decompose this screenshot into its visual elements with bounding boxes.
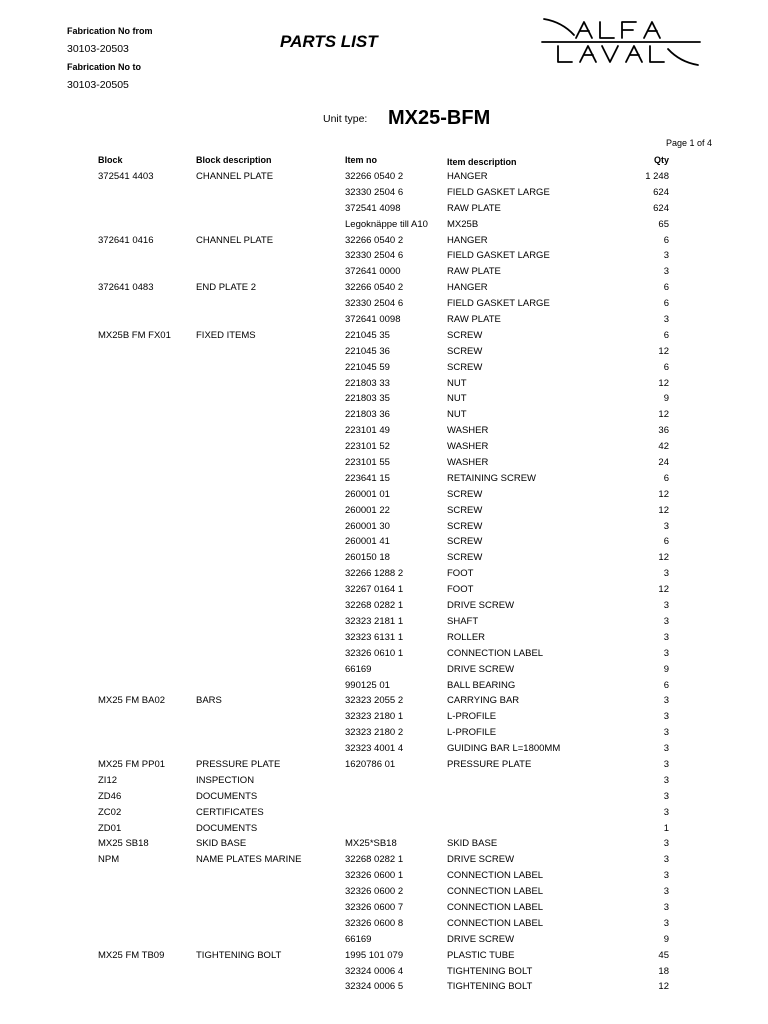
- page-title: PARTS LIST: [280, 32, 378, 51]
- table-row: [0, 550, 768, 566]
- qty-cell: 3: [663, 838, 669, 850]
- item-description-cell: WASHER: [447, 441, 489, 453]
- item-description-cell: TIGHTENING BOLT: [447, 965, 533, 977]
- table-row: [0, 821, 768, 837]
- item-no-cell: 32323 2055 2: [345, 695, 404, 707]
- block-description-cell: DOCUMENTS: [196, 822, 258, 834]
- item-no-cell: 260001 22: [345, 504, 390, 516]
- item-description-cell: WASHER: [447, 425, 489, 437]
- item-description-cell: PRESSURE PLATE: [447, 758, 532, 770]
- item-no-cell: 223641 15: [345, 472, 390, 484]
- block-description-cell: DOCUMENTS: [196, 790, 258, 802]
- qty-cell: 3: [663, 901, 669, 913]
- table-row: [0, 455, 768, 471]
- block-cell: 372641 0416: [98, 234, 154, 246]
- block-description-cell: PRESSURE PLATE: [196, 758, 281, 770]
- item-description-cell: L-PROFILE: [447, 727, 497, 739]
- qty-cell: 12: [658, 377, 669, 389]
- table-row: [0, 693, 768, 709]
- table-row: [0, 233, 768, 249]
- table-row: [0, 678, 768, 694]
- block-cell: ZD01: [98, 822, 122, 834]
- item-no-cell: 32267 0164 1: [345, 584, 404, 596]
- block-description-cell: FIXED ITEMS: [196, 329, 256, 341]
- item-description-cell: SCREW: [447, 504, 483, 516]
- block-description-cell: BARS: [196, 695, 222, 707]
- item-no-cell: 223101 55: [345, 457, 390, 469]
- item-description-cell: CONNECTION LABEL: [447, 870, 544, 882]
- table-row: [0, 360, 768, 376]
- item-description-cell: FIELD GASKET LARGE: [447, 186, 550, 198]
- qty-cell: 12: [658, 488, 669, 500]
- item-description-cell: PLASTIC TUBE: [447, 949, 515, 961]
- block-description-cell: TIGHTENING BOLT: [196, 949, 282, 961]
- item-no-cell: 221045 35: [345, 329, 390, 341]
- qty-cell: 24: [658, 457, 669, 469]
- item-description-cell: RAW PLATE: [447, 266, 501, 278]
- item-no-cell: 32323 2180 2: [345, 727, 404, 739]
- table-row: [0, 789, 768, 805]
- table-row: [0, 248, 768, 264]
- table-row: [0, 296, 768, 312]
- block-description-cell: CERTIFICATES: [196, 806, 264, 818]
- qty-cell: 624: [653, 202, 669, 214]
- fabrication-from-value: 30103-20503: [67, 43, 129, 55]
- item-no-cell: 32266 0540 2: [345, 282, 404, 294]
- table-row: [0, 900, 768, 916]
- table-row: [0, 503, 768, 519]
- item-no-cell: 260001 30: [345, 520, 390, 532]
- table-row: [0, 201, 768, 217]
- qty-cell: 3: [663, 790, 669, 802]
- item-no-cell: 32330 2504 6: [345, 250, 404, 262]
- item-description-cell: SCREW: [447, 361, 483, 373]
- qty-cell: 3: [663, 695, 669, 707]
- item-description-cell: RAW PLATE: [447, 202, 501, 214]
- qty-cell: 3: [663, 520, 669, 532]
- item-description-cell: NUT: [447, 409, 467, 421]
- qty-cell: 6: [663, 536, 669, 548]
- item-no-cell: 223101 49: [345, 425, 390, 437]
- table-row: [0, 391, 768, 407]
- fabrication-to-label: Fabrication No to: [67, 62, 141, 72]
- table-row: [0, 423, 768, 439]
- item-description-cell: HANGER: [447, 171, 488, 182]
- table-row: [0, 439, 768, 455]
- item-description-cell: RETAINING SCREW: [447, 472, 537, 484]
- qty-cell: 36: [658, 425, 669, 437]
- block-cell: ZD46: [98, 790, 122, 802]
- item-no-cell: 221803 36: [345, 409, 390, 421]
- qty-cell: 3: [663, 250, 669, 262]
- item-description-cell: ROLLER: [447, 631, 486, 643]
- qty-cell: 3: [663, 600, 669, 612]
- item-no-cell: 32326 0600 1: [345, 870, 404, 882]
- item-no-cell: 372641 0000: [345, 266, 401, 278]
- item-no-cell: 260001 01: [345, 488, 390, 500]
- unit-type-label: Unit type:: [323, 113, 368, 125]
- table-row: [0, 169, 768, 185]
- item-description-cell: CONNECTION LABEL: [447, 886, 544, 898]
- page-number: Page 1 of 4: [665, 138, 712, 148]
- item-no-cell: 221045 36: [345, 345, 390, 357]
- qty-cell: 3: [663, 774, 669, 786]
- table-row: [0, 598, 768, 614]
- item-description-cell: DRIVE SCREW: [447, 933, 515, 945]
- table-row: [0, 932, 768, 948]
- fabrication-from-label: Fabrication No from: [67, 26, 153, 36]
- item-description-cell: L-PROFILE: [447, 711, 497, 723]
- qty-cell: 3: [663, 917, 669, 929]
- table-row: [0, 948, 768, 964]
- qty-cell: 3: [663, 886, 669, 898]
- table-row: [0, 264, 768, 280]
- qty-cell: 3: [663, 870, 669, 882]
- block-cell: NPM: [98, 854, 120, 866]
- qty-cell: 3: [663, 631, 669, 643]
- item-no-cell: 32324 0006 4: [345, 965, 404, 977]
- qty-cell: 1 248: [645, 171, 669, 182]
- item-description-cell: BALL BEARING: [447, 679, 516, 691]
- item-description-cell: NUT: [447, 393, 467, 405]
- qty-cell: 9: [663, 933, 669, 945]
- qty-cell: 12: [658, 584, 669, 596]
- qty-cell: 12: [658, 345, 669, 357]
- table-row: [0, 709, 768, 725]
- item-no-cell: MX25*SB18: [345, 838, 397, 850]
- item-description-cell: FIELD GASKET LARGE: [447, 250, 550, 262]
- block-description-cell: CHANNEL PLATE: [196, 171, 274, 182]
- qty-cell: 3: [663, 647, 669, 659]
- item-description-cell: SCREW: [447, 536, 483, 548]
- table-row: [0, 852, 768, 868]
- table-row: [0, 773, 768, 789]
- item-description-cell: NUT: [447, 377, 467, 389]
- item-no-cell: 32326 0600 7: [345, 901, 404, 913]
- item-no-cell: 221803 33: [345, 377, 390, 389]
- item-no-cell: 221803 35: [345, 393, 390, 405]
- qty-cell: 3: [663, 711, 669, 723]
- item-description-cell: CONNECTION LABEL: [447, 901, 544, 913]
- block-description-cell: SKID BASE: [196, 838, 247, 850]
- item-no-cell: 32330 2504 6: [345, 186, 404, 198]
- table-row: [0, 662, 768, 678]
- table-row: [0, 280, 768, 296]
- item-no-cell: 32326 0610 1: [345, 647, 404, 659]
- block-cell: ZI12: [98, 774, 118, 786]
- item-no-cell: 1620786 01: [345, 758, 396, 770]
- table-row: [0, 566, 768, 582]
- table-row: [0, 217, 768, 233]
- qty-cell: 9: [663, 663, 669, 675]
- qty-cell: 3: [663, 314, 669, 326]
- item-no-cell: 372641 0098: [345, 314, 401, 326]
- block-cell: MX25 FM PP01: [98, 758, 166, 770]
- item-no-cell: 32266 0540 2: [345, 234, 404, 246]
- item-no-cell: 32326 0600 2: [345, 886, 404, 898]
- qty-cell: 3: [663, 758, 669, 770]
- table-row: [0, 868, 768, 884]
- item-no-cell: 32326 0600 8: [345, 917, 404, 929]
- table-row: [0, 836, 768, 852]
- qty-cell: 6: [663, 679, 669, 691]
- qty-cell: 6: [663, 298, 669, 310]
- item-no-cell: 32266 1288 2: [345, 568, 404, 580]
- item-description-cell: DRIVE SCREW: [447, 854, 515, 866]
- fabrication-to-value: 30103-20505: [67, 79, 129, 91]
- qty-cell: 6: [663, 472, 669, 484]
- qty-cell: 624: [653, 186, 669, 198]
- qty-cell: 3: [663, 743, 669, 755]
- parts-table: [0, 169, 768, 995]
- item-description-cell: CONNECTION LABEL: [447, 647, 544, 659]
- block-cell: MX25 FM TB09: [98, 949, 165, 961]
- table-row: [0, 916, 768, 932]
- qty-cell: 12: [658, 409, 669, 421]
- item-no-cell: 372541 4098: [345, 202, 401, 214]
- qty-cell: 12: [658, 504, 669, 516]
- table-row: [0, 344, 768, 360]
- item-no-cell: 32330 2504 6: [345, 298, 404, 310]
- table-row: [0, 407, 768, 423]
- table-row: [0, 312, 768, 328]
- table-row: [0, 630, 768, 646]
- column-header-block-description: Block description: [196, 155, 272, 165]
- block-cell: MX25 FM BA02: [98, 695, 166, 707]
- alfa-laval-logo: [540, 16, 702, 68]
- item-description-cell: FOOT: [447, 584, 474, 596]
- qty-cell: 3: [663, 727, 669, 739]
- block-description-cell: CHANNEL PLATE: [196, 234, 274, 246]
- item-no-cell: 32268 0282 1: [345, 600, 404, 612]
- table-row: [0, 979, 768, 995]
- qty-cell: 42: [658, 441, 669, 453]
- column-header-item-no: Item no: [345, 155, 378, 165]
- qty-cell: 18: [658, 965, 669, 977]
- item-description-cell: TIGHTENING BOLT: [447, 981, 533, 993]
- qty-cell: 3: [663, 568, 669, 580]
- item-no-cell: 32266 0540 2: [345, 171, 404, 182]
- item-no-cell: 32323 6131 1: [345, 631, 404, 643]
- block-description-cell: NAME PLATES MARINE: [196, 854, 302, 866]
- table-row: [0, 376, 768, 392]
- table-row: [0, 884, 768, 900]
- item-description-cell: SKID BASE: [447, 838, 498, 850]
- block-description-cell: INSPECTION: [196, 774, 255, 786]
- qty-cell: 6: [663, 329, 669, 341]
- qty-cell: 45: [658, 949, 669, 961]
- block-cell: ZC02: [98, 806, 122, 818]
- item-description-cell: MX25B: [447, 218, 479, 230]
- item-no-cell: 223101 52: [345, 441, 390, 453]
- table-row: [0, 328, 768, 344]
- item-description-cell: DRIVE SCREW: [447, 600, 515, 612]
- column-header-qty: Qty: [653, 155, 669, 165]
- item-description-cell: SCREW: [447, 520, 483, 532]
- table-row: [0, 757, 768, 773]
- table-row: [0, 582, 768, 598]
- unit-type-value: MX25-BFM: [388, 107, 491, 129]
- item-description-cell: SHAFT: [447, 615, 479, 627]
- item-description-cell: HANGER: [447, 234, 488, 246]
- item-no-cell: 66169: [345, 663, 372, 675]
- qty-cell: 3: [663, 806, 669, 818]
- item-no-cell: 32323 4001 4: [345, 743, 404, 755]
- qty-cell: 65: [658, 218, 669, 230]
- table-row: [0, 471, 768, 487]
- item-description-cell: DRIVE SCREW: [447, 663, 515, 675]
- item-description-cell: SCREW: [447, 552, 483, 564]
- qty-cell: 12: [658, 981, 669, 993]
- table-row: [0, 725, 768, 741]
- qty-cell: 3: [663, 854, 669, 866]
- item-description-cell: WASHER: [447, 457, 489, 469]
- table-row: [0, 534, 768, 550]
- item-no-cell: 990125 01: [345, 679, 390, 691]
- item-no-cell: Legoknäppe till A10: [345, 218, 428, 230]
- item-no-cell: 221045 59: [345, 361, 390, 373]
- item-no-cell: 32324 0006 5: [345, 981, 404, 993]
- qty-cell: 9: [663, 393, 669, 405]
- block-cell: 372541 4403: [98, 171, 154, 182]
- block-description-cell: END PLATE 2: [196, 282, 257, 294]
- qty-cell: 1: [663, 822, 669, 834]
- item-description-cell: SCREW: [447, 329, 483, 341]
- block-cell: 372641 0483: [98, 282, 154, 294]
- item-description-cell: SCREW: [447, 345, 483, 357]
- qty-cell: 6: [663, 361, 669, 373]
- item-description-cell: CONNECTION LABEL: [447, 917, 544, 929]
- qty-cell: 6: [663, 282, 669, 294]
- table-row: [0, 519, 768, 535]
- table-row: [0, 646, 768, 662]
- block-cell: MX25B FM FX01: [98, 329, 171, 341]
- block-cell: MX25 SB18: [98, 838, 149, 850]
- item-no-cell: 260001 41: [345, 536, 390, 548]
- item-description-cell: HANGER: [447, 282, 488, 294]
- item-no-cell: 66169: [345, 933, 372, 945]
- item-description-cell: RAW PLATE: [447, 314, 501, 326]
- item-description-cell: CARRYING BAR: [447, 695, 520, 707]
- item-no-cell: 32323 2180 1: [345, 711, 404, 723]
- qty-cell: 6: [663, 234, 669, 246]
- column-header-item-description: Item description: [447, 157, 517, 167]
- qty-cell: 3: [663, 266, 669, 278]
- table-row: [0, 741, 768, 757]
- item-description-cell: FOOT: [447, 568, 474, 580]
- item-description-cell: GUIDING BAR L=1800MM: [447, 743, 561, 755]
- column-header-block: Block: [98, 155, 123, 165]
- item-description-cell: SCREW: [447, 488, 483, 500]
- table-row: [0, 964, 768, 980]
- item-no-cell: 32268 0282 1: [345, 854, 404, 866]
- item-no-cell: 32323 2181 1: [345, 615, 404, 627]
- qty-cell: 12: [658, 552, 669, 564]
- table-row: [0, 805, 768, 821]
- item-description-cell: FIELD GASKET LARGE: [447, 298, 550, 310]
- table-row: [0, 185, 768, 201]
- item-no-cell: 260150 18: [345, 552, 390, 564]
- item-no-cell: 1995 101 079: [345, 949, 404, 961]
- table-row: [0, 614, 768, 630]
- table-row: [0, 487, 768, 503]
- qty-cell: 3: [663, 615, 669, 627]
